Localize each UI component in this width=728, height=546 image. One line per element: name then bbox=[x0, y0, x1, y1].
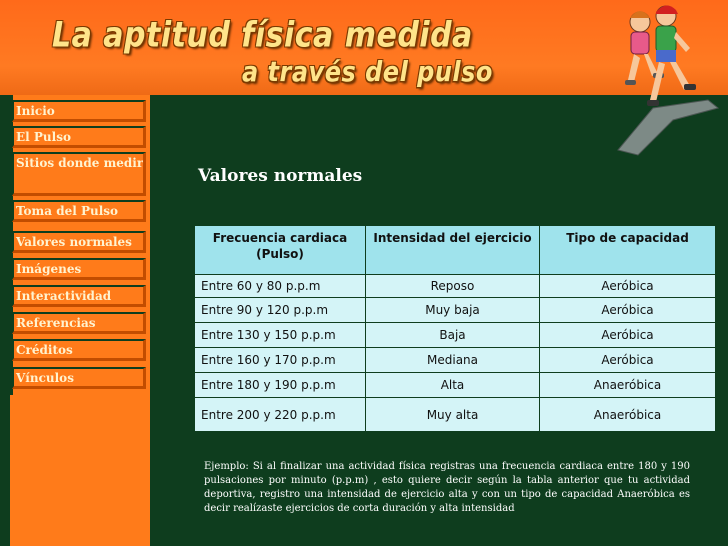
table-cell-frecuencia: Entre 130 y 150 p.p.m bbox=[195, 323, 366, 348]
table-cell-frecuencia: Entre 180 y 190 p.p.m bbox=[195, 373, 366, 398]
sidebar-item-creditos[interactable]: Créditos bbox=[12, 339, 146, 361]
sidebar-item-vinculos[interactable]: Vínculos bbox=[12, 367, 146, 389]
column-header-intensidad: Intensidad del ejercicio bbox=[366, 226, 540, 275]
column-header-frecuencia: Frecuencia cardiaca (Pulso) bbox=[195, 226, 366, 275]
table-cell-tipo: Aeróbica bbox=[540, 348, 716, 373]
table-cell-tipo: Anaeróbica bbox=[540, 373, 716, 398]
table-cell-intensidad: Mediana bbox=[366, 348, 540, 373]
sidebar-item-el-pulso[interactable]: El Pulso bbox=[12, 126, 146, 148]
table-cell-frecuencia: Entre 200 y 220 p.p.m bbox=[195, 398, 366, 432]
table-row bbox=[195, 323, 716, 348]
section-title: Valores normales bbox=[198, 166, 363, 186]
table-cell-frecuencia: Entre 160 y 170 p.p.m bbox=[195, 348, 366, 373]
table-cell-intensidad: Baja bbox=[366, 323, 540, 348]
table-header-row bbox=[195, 226, 716, 275]
sidebar-item-imagenes[interactable]: Imágenes bbox=[12, 258, 146, 280]
example-paragraph: Ejemplo: Si al finalizar una actividad física registras una frecuencia cardiaca entre 180 y 190 pulsaciones por minuto (p.p.m) , esto quiere decir según la tabla anterior que tu actividad deportiva, registro una intensidad de ejercicio alta y con un tipo de capacidad Anaeróbica es decir realízaste ejercicios de corta duración y alta intensidad bbox=[204, 461, 690, 514]
page-subtitle: a través del pulso bbox=[242, 55, 493, 89]
page-title: La aptitud física medida bbox=[52, 15, 473, 56]
sidebar-item-interactividad[interactable]: Interactividad bbox=[12, 285, 146, 307]
table-cell-tipo: Aeróbica bbox=[540, 323, 716, 348]
table-cell-intensidad: Muy alta bbox=[366, 398, 540, 432]
sidebar-item-referencias[interactable]: Referencias bbox=[12, 312, 146, 334]
table-cell-intensidad: Reposo bbox=[366, 275, 540, 298]
sidebar-item-valores-normales[interactable]: Valores normales bbox=[12, 231, 146, 253]
heart-rate-table bbox=[194, 225, 716, 432]
sidebar-item-toma-del-pulso[interactable]: Toma del Pulso bbox=[12, 200, 146, 222]
table-cell-frecuencia: Entre 90 y 120 p.p.m bbox=[195, 298, 366, 323]
table-cell-frecuencia: Entre 60 y 80 p.p.m bbox=[195, 275, 366, 298]
table-cell-intensidad: Alta bbox=[366, 373, 540, 398]
table-row bbox=[195, 275, 716, 298]
table-cell-tipo: Aeróbica bbox=[540, 298, 716, 323]
table-row bbox=[195, 298, 716, 323]
sidebar-item-sitios-donde-medir[interactable]: Sitios donde medir bbox=[12, 152, 146, 196]
running-kids-icon bbox=[598, 0, 728, 160]
table-row bbox=[195, 398, 716, 432]
table-cell-intensidad: Muy baja bbox=[366, 298, 540, 323]
table-cell-tipo: Anaeróbica bbox=[540, 398, 716, 432]
table-row bbox=[195, 373, 716, 398]
table-row bbox=[195, 348, 716, 373]
sidebar-item-inicio[interactable]: Inicio bbox=[12, 100, 146, 122]
column-header-tipo: Tipo de capacidad bbox=[540, 226, 716, 275]
table-cell-tipo: Aeróbica bbox=[540, 275, 716, 298]
